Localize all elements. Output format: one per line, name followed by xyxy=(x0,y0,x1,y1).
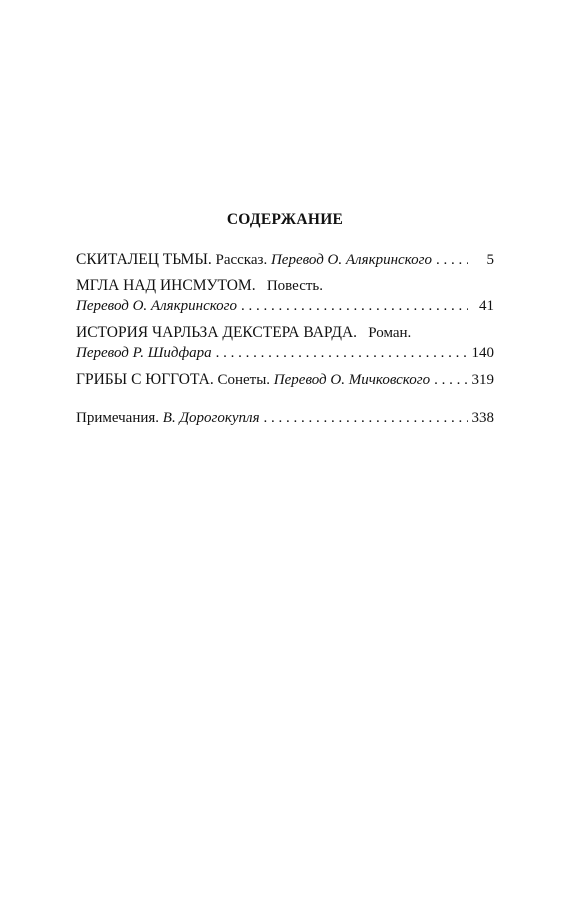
entry-translator: Перевод Р. Шидфара xyxy=(76,345,212,361)
entry-genre: Повесть. xyxy=(266,278,324,294)
entry-translator: Перевод О. Алякринского xyxy=(270,252,432,268)
entry-title: ИСТОРИЯ ЧАРЛЬЗА ДЕКСТЕРА ВАРДА. xyxy=(76,324,358,341)
entry-page-number: 5 xyxy=(486,252,494,268)
entry-title: МГЛА НАД ИНСМУТОМ. xyxy=(76,277,256,294)
entry-translator: В. Дорогокупля xyxy=(162,410,260,426)
entry-page-number: 41 xyxy=(479,298,494,314)
entry-translator: Перевод О. Алякринского xyxy=(76,298,238,314)
dot-leader xyxy=(264,408,468,428)
toc-entry xyxy=(76,408,494,428)
toc-entry xyxy=(76,323,494,363)
dot-leader xyxy=(436,250,468,270)
entry-page-number: 338 xyxy=(471,410,494,426)
dot-leader xyxy=(241,296,468,316)
entry-genre: Рассказ. xyxy=(215,252,268,268)
dot-leader xyxy=(434,370,467,390)
entry-title: СКИТАЛЕЦ ТЬМЫ. xyxy=(76,251,212,268)
entry-translator: Перевод О. Мичковского xyxy=(273,372,431,388)
entry-title: ГРИБЫ С ЮГГОТА. xyxy=(76,371,214,388)
toc-entry xyxy=(76,276,494,316)
entry-genre: Роман. xyxy=(368,325,412,341)
page-title: СОДЕРЖАНИЕ xyxy=(226,211,344,228)
toc-entry xyxy=(76,370,494,390)
dot-leader xyxy=(216,343,468,363)
entry-page-number: 319 xyxy=(471,372,494,388)
entry-genre: Сонеты. xyxy=(217,372,271,388)
entry-title: Примечания. xyxy=(76,410,160,426)
entry-page-number: 140 xyxy=(471,345,494,361)
toc-entry xyxy=(76,250,494,270)
